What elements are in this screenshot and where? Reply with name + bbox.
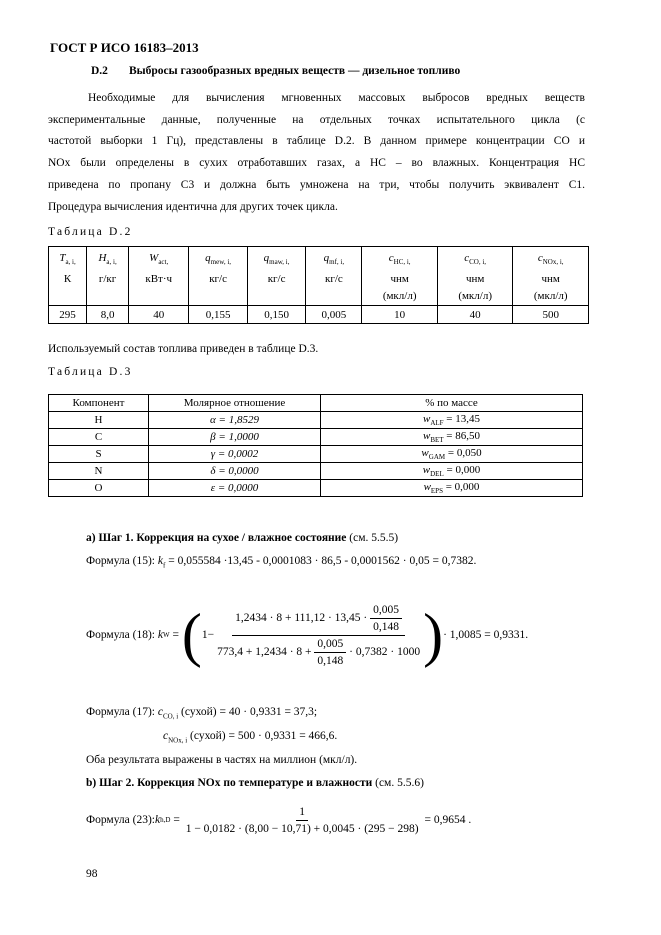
table-row: S γ = 0,0002 $w_{GAM} = 0,050$ [49,446,583,463]
table-cell: 295 [49,306,87,324]
paragraph-line: NOx были определены в сухих отработавших газах, а НС – во влажных. Концентрация НС [48,157,585,170]
header-cell: Молярное отношение [149,395,321,412]
table-cell: 500 [513,306,589,324]
header-cell: $q_{mew, i,}$ кг/с [189,247,247,306]
paragraph-line: Необходимые для вычисления мгновенных массовых выбросов вредных веществ [88,92,585,104]
table-cell: 10 [362,306,438,324]
table-cell: 0,155 [189,306,247,324]
header-cell: $c_{NOx, i,}$ чнм (мкл/л) [513,247,589,306]
section-title: Выбросы газообразных вредных веществ — дизельное топливо [129,65,461,77]
table-d3-caption: Таблица D.3 [48,366,133,378]
header-cell: $q_{maw, i,}$ кг/с [247,247,305,306]
header-cell: $H_{a, i,}$ г/кг [87,247,129,306]
header-cell: $T_{a, i,}$ К [49,247,87,306]
intro-paragraph [48,88,585,218]
paragraph-line: частотой выборки 1 Гц), представлены в таблице D.2. В данном примере концентрации CO и [48,135,585,148]
formula-18: Формула (18): k W = ( 1− 1,2434 · 8 + 111,12 · 13,45 · $\frac{0,005}{0,148}$ 773,4 + 1,2434 · 8 + $\frac{0,005}{0,148}$ · 0,7382 · 1000 ) · 1,0085 = 0,9331. [86,602,529,668]
step2-heading: b) Шаг 2. Коррекция NOx по температуре и влажности (см. 5.5.6) [86,777,424,789]
header-cell: $q_{mf, i,}$ кг/с [306,247,362,306]
paragraph-line: экспериментальные данные, полученные на отдельных точках испытательного цикла (с [48,113,585,126]
formula-17-nox: $c_{NOx, i}$ (сухой) = 500 · 0,9331 = 466,6. [163,730,338,745]
header-cell: Компонент [49,395,149,412]
formula-15: Формула (15): $k_f = 0,055584 \cdot 13,45 - 0,0001083 \cdot 86,5 - 0,0001562 \cdot 0,05 = 0,7382$. [86,555,477,570]
table-header-row [49,247,589,306]
page-number: 98 [86,868,98,880]
results-note: Оба результата выражены в частях на миллион (мкл/л). [86,754,358,766]
table-cell: 40 [437,306,513,324]
table-d2-caption: Таблица D.2 [48,226,133,238]
step1-heading: a) Шаг 1. Коррекция на сухое / влажное состояние (см. 5.5.5) [86,532,399,544]
paragraph-line: Процедура вычисления идентична для других точек цикла. [48,200,338,213]
table-row: H α = 1,8529 $w_{ALF} = 13,45$ [49,412,583,429]
header-cell: $c_{HC, i,}$ чнм (мкл/л) [362,247,438,306]
header-cell: % по массе [321,395,583,412]
paragraph-line: приведена по пропану С3 и должна быть умножена на три, чтобы получить эквивалент С1. [48,178,585,191]
table-d3 [48,394,583,497]
section-number: D.2 [91,65,108,77]
table-row: O ε = 0,0000 $w_{EPS} = 0,000$ [49,480,583,497]
table-row: C β = 1,0000 $w_{BET} = 86,50$ [49,429,583,446]
table-row: N δ = 0,0000 $w_{DEL} = 0,000$ [49,463,583,480]
document-header: ГОСТ Р ИСО 16183–2013 [50,40,199,55]
formula-23: Формула (23): k h,D = $\frac{1}{1 - 0,0182 \cdot (8,00 - 10,71) + 0,0045 \cdot (295 - 298)}$ = 0,9654 . [86,805,472,835]
table-row [49,306,589,324]
header-cell: $c_{CO, i,}$ чнм (мкл/л) [437,247,513,306]
table-cell: 0,005 [306,306,362,324]
fuel-composition-text: Используемый состав топлива приведен в таблице D.3. [48,343,319,355]
section-heading [91,65,460,77]
formula-17-co: Формула (17): $c_{CO, i}$ (сухой) = 40 · 0,9331 = 37,3; [86,706,318,721]
table-header-row [49,395,583,412]
header-cell: $W_{act,}$ кВт·ч [129,247,189,306]
table-d2 [48,246,589,324]
table-cell: 0,150 [247,306,305,324]
table-cell: 40 [129,306,189,324]
table-cell: 8,0 [87,306,129,324]
